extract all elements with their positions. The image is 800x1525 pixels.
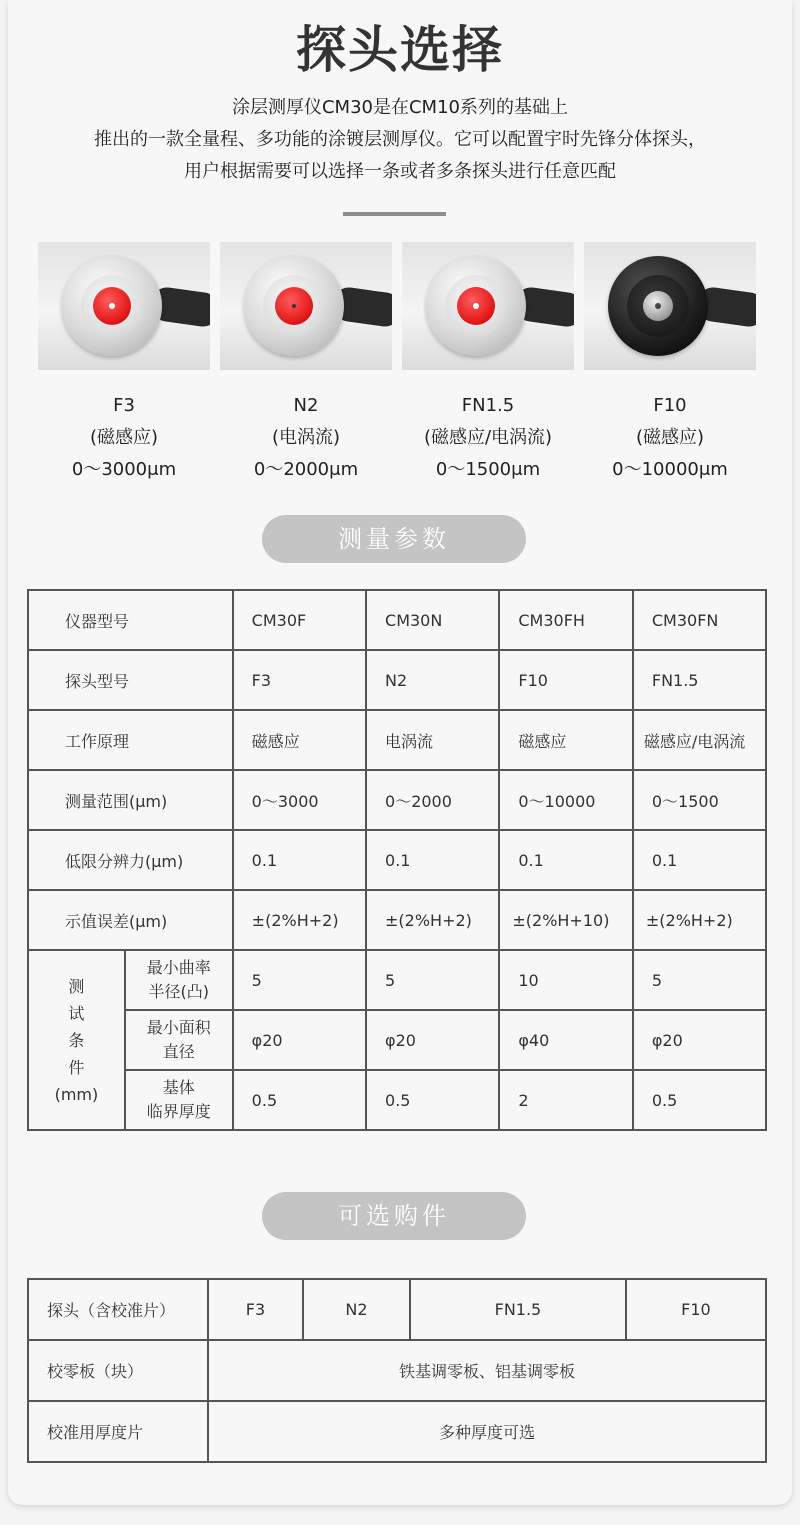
table-row	[28, 950, 766, 1010]
intro-text	[0, 92, 800, 188]
row-label: 示值误差(μm)	[28, 890, 233, 950]
table-cell: F3	[208, 1279, 303, 1340]
row-label: 探头型号	[28, 650, 233, 710]
table-row	[28, 1340, 766, 1401]
table-row	[28, 1401, 766, 1462]
table-cell: 0～3000	[233, 770, 366, 830]
table-row	[28, 770, 766, 830]
table-cell: N2	[366, 650, 499, 710]
intro-line-2: 推出的一款全量程、多功能的涂镀层测厚仪。它可以配置宇时先锋分体探头，	[94, 129, 706, 150]
probe-head	[608, 256, 708, 356]
table-cell: 0～1500	[633, 770, 766, 830]
table-cell: 电涡流	[366, 710, 499, 770]
probe-principle: (磁感应/电涡流)	[423, 427, 553, 448]
row-label: 基体 临界厚度	[125, 1070, 233, 1130]
table-cell: 磁感应/电涡流	[633, 710, 766, 770]
row-label: 最小曲率 半径(凸)	[125, 950, 233, 1010]
table-cell: 0.5	[366, 1070, 499, 1130]
probe-head	[426, 256, 526, 356]
probe-head	[244, 256, 344, 356]
table-cell: 0.1	[499, 830, 633, 890]
probe-head	[62, 256, 162, 356]
table-cell: ±(2%H+2)	[233, 890, 366, 950]
table-cell: 0.1	[366, 830, 499, 890]
test-conditions-label: 测 试 条 件 (mm)	[28, 950, 125, 1130]
table-cell: FN1.5	[633, 650, 766, 710]
table-row	[28, 890, 766, 950]
probe-principle: (电涡流)	[271, 427, 341, 448]
table-cell: 0.5	[633, 1070, 766, 1130]
table-row	[28, 710, 766, 770]
table-row	[28, 650, 766, 710]
accessories-section-title: 可选购件	[262, 1192, 526, 1240]
table-cell: 5	[233, 950, 366, 1010]
table-cell: 0.5	[233, 1070, 366, 1130]
row-label: 工作原理	[28, 710, 233, 770]
intro-line-3: 用户根据需要可以选择一条或者多条探头进行任意匹配	[184, 161, 616, 182]
row-label: 测量范围(μm)	[28, 770, 233, 830]
probe-range: 0～2000μm	[253, 459, 359, 480]
table-cell: CM30FN	[633, 590, 766, 650]
table-cell: CM30F	[233, 590, 366, 650]
params-table	[27, 589, 767, 1131]
page-title: 探头选择	[296, 21, 504, 79]
row-label: 校零板（块）	[28, 1340, 208, 1401]
table-row	[28, 1070, 766, 1130]
probe-card-fn15	[402, 242, 574, 486]
table-cell: 10	[499, 950, 633, 1010]
probe-principle: (磁感应)	[635, 427, 705, 448]
table-cell: 5	[366, 950, 499, 1010]
table-cell: 2	[499, 1070, 633, 1130]
probe-card-f3	[38, 242, 210, 486]
row-label: 校准用厚度片	[28, 1401, 208, 1462]
table-cell: φ20	[366, 1010, 499, 1070]
table-cell: φ20	[633, 1010, 766, 1070]
probe-card-f10	[584, 242, 756, 486]
table-cell: 0.1	[633, 830, 766, 890]
table-cell: 多种厚度可选	[208, 1401, 766, 1462]
title-divider	[343, 212, 446, 216]
params-section-title: 测量参数	[262, 515, 526, 563]
table-cell: 磁感应	[499, 710, 633, 770]
accessories-table	[27, 1278, 767, 1463]
table-cell: 5	[633, 950, 766, 1010]
probe-principle: (磁感应)	[89, 427, 159, 448]
probe-gallery	[38, 242, 760, 482]
probe-photo-n2	[220, 242, 392, 370]
row-label: 探头（含校准片）	[28, 1279, 208, 1340]
probe-name: F3	[113, 395, 135, 416]
probe-photo-f10	[584, 242, 756, 370]
probe-range: 0～10000μm	[612, 459, 728, 480]
probe-name: FN1.5	[461, 395, 515, 416]
probe-range: 0～1500μm	[435, 459, 541, 480]
table-cell: ±(2%H+10)	[499, 890, 633, 950]
probe-photo-fn15	[402, 242, 574, 370]
table-cell: ±(2%H+2)	[633, 890, 766, 950]
table-cell: φ20	[233, 1010, 366, 1070]
row-label: 最小面积 直径	[125, 1010, 233, 1070]
table-cell: 0～10000	[499, 770, 633, 830]
table-cell: ±(2%H+2)	[366, 890, 499, 950]
table-row	[28, 1010, 766, 1070]
table-row	[28, 830, 766, 890]
probe-name: F10	[653, 395, 687, 416]
probe-photo-f3	[38, 242, 210, 370]
table-cell: CM30N	[366, 590, 499, 650]
probe-card-n2	[220, 242, 392, 486]
row-label: 仪器型号	[28, 590, 233, 650]
table-row	[28, 1279, 766, 1340]
table-row	[28, 590, 766, 650]
table-cell: φ40	[499, 1010, 633, 1070]
table-cell: 0.1	[233, 830, 366, 890]
intro-line-1: 涂层测厚仪CM30是在CM10系列的基础上	[231, 97, 568, 118]
table-cell: CM30FH	[499, 590, 633, 650]
row-label: 低限分辨力(μm)	[28, 830, 233, 890]
table-cell: N2	[303, 1279, 410, 1340]
probe-name: N2	[293, 395, 319, 416]
table-cell: 0～2000	[366, 770, 499, 830]
table-cell: F10	[499, 650, 633, 710]
table-cell: FN1.5	[410, 1279, 626, 1340]
table-cell: 磁感应	[233, 710, 366, 770]
probe-range: 0～3000μm	[71, 459, 177, 480]
table-cell: 铁基调零板、铝基调零板	[208, 1340, 766, 1401]
table-cell: F10	[626, 1279, 766, 1340]
table-cell: F3	[233, 650, 366, 710]
